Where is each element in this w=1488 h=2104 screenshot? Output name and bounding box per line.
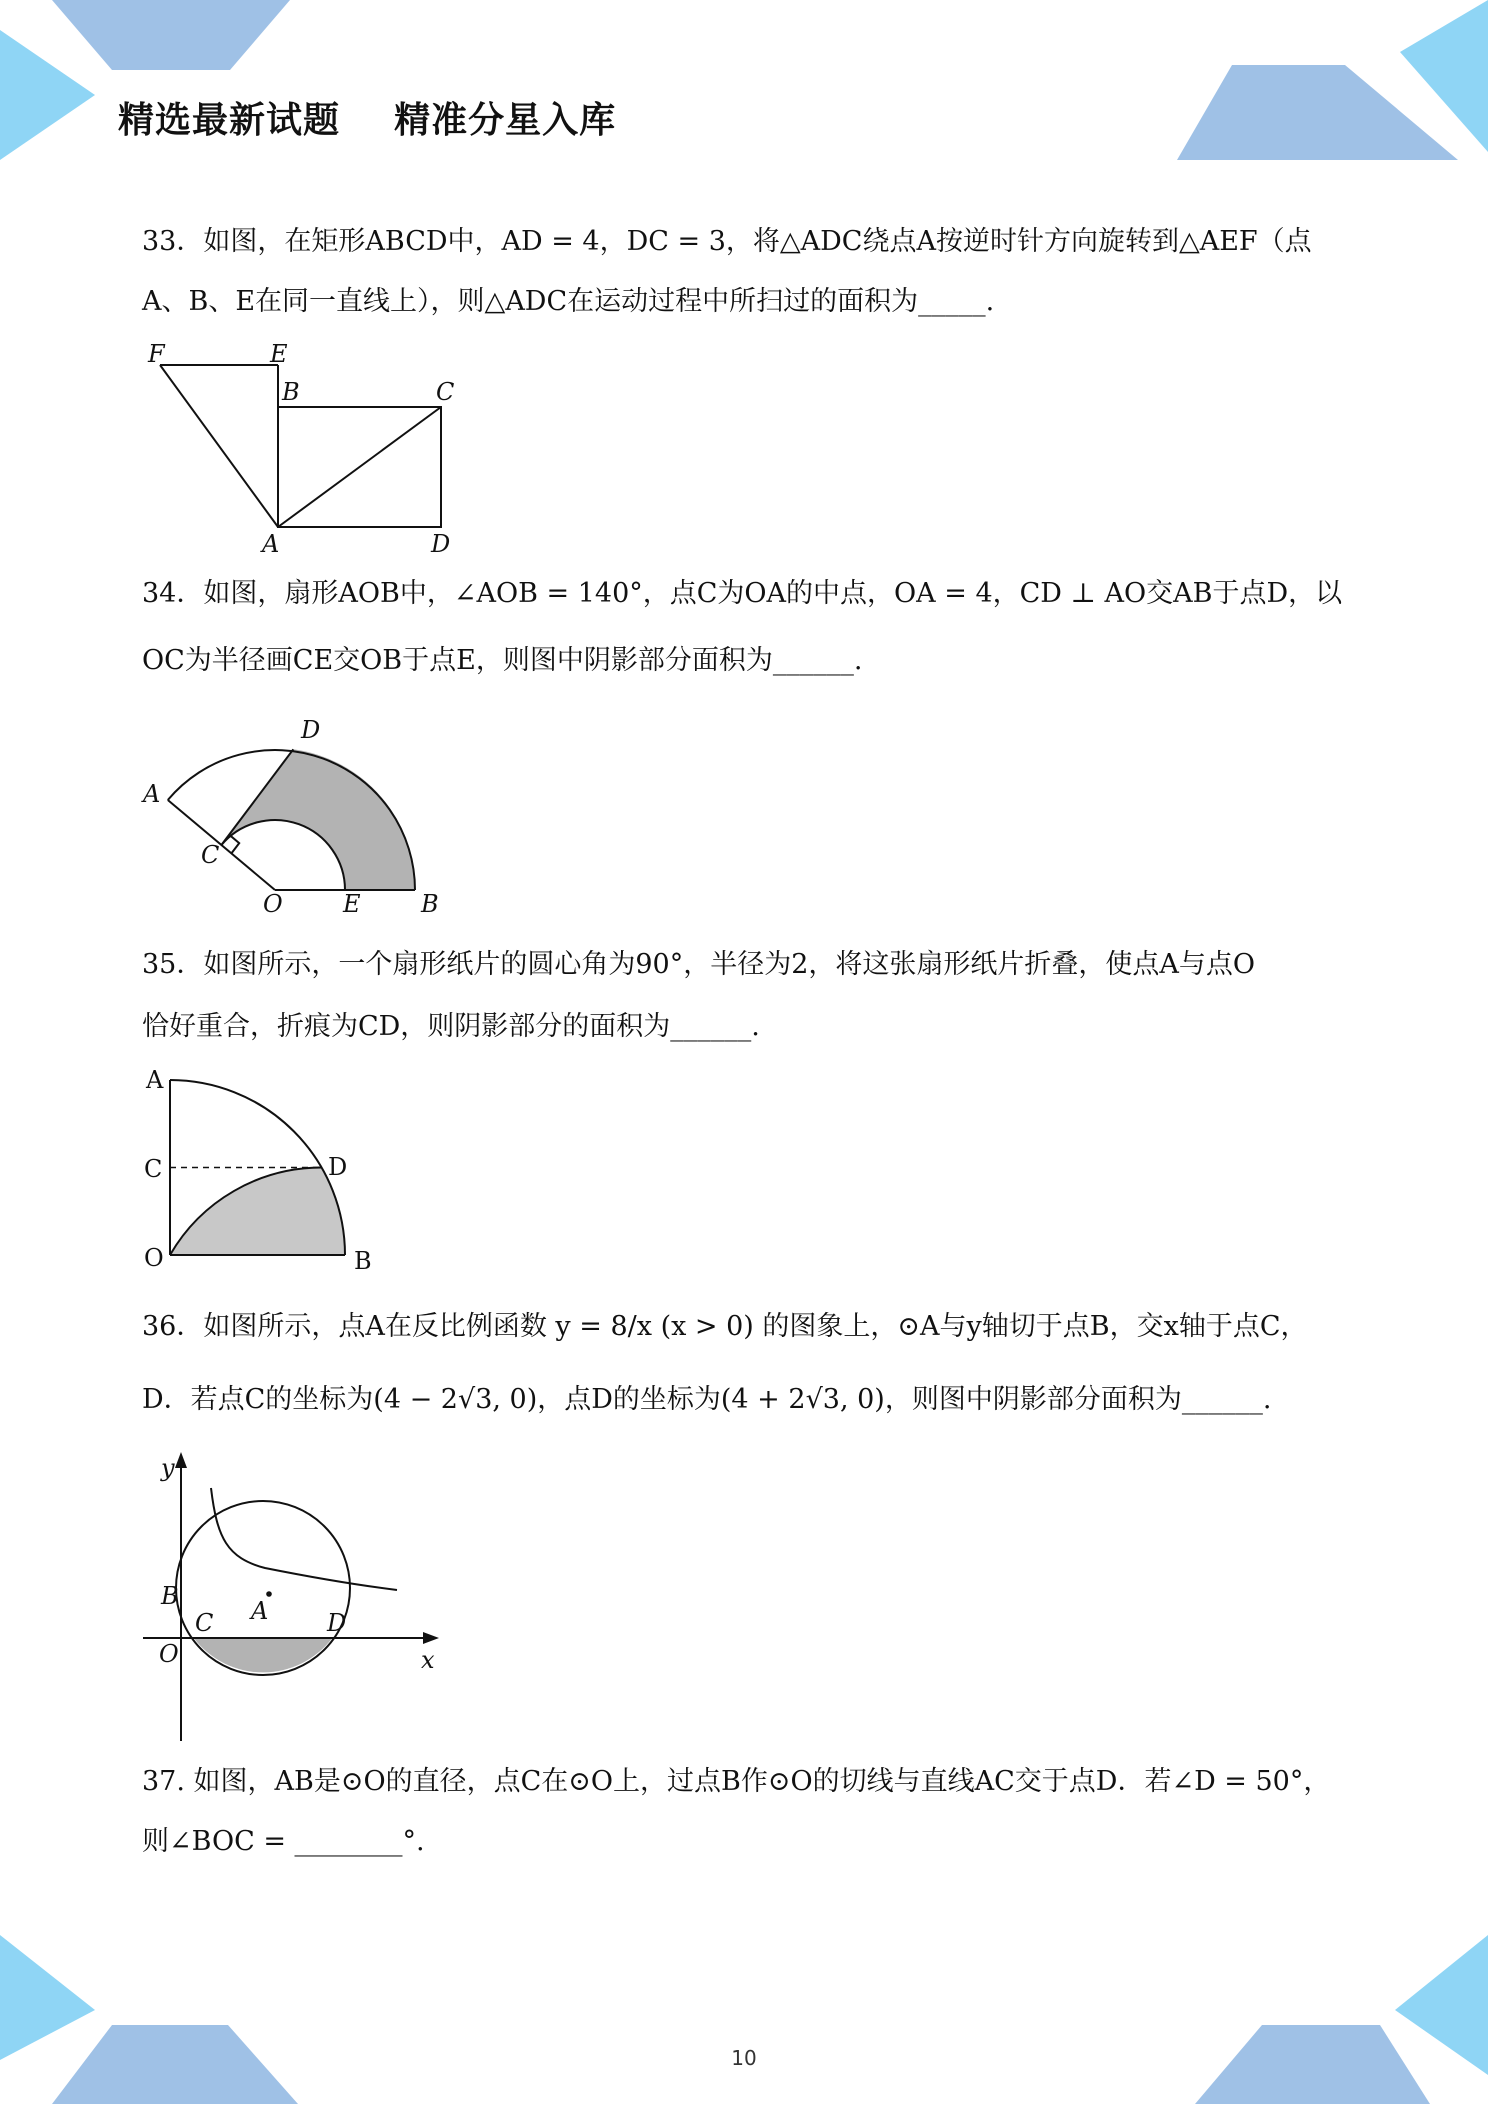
y-axis-arrow-icon: [175, 1452, 187, 1468]
label-A: A: [262, 530, 280, 558]
label-D: D: [301, 716, 321, 744]
question-37-line-1: 37. 如图，AB是⊙O的直径，点C在⊙O上，过点B作⊙O的切线与直线AC交于点D．若∠D = 50°，: [142, 1766, 1331, 1797]
figure-36-shaded-region: [194, 1638, 333, 1672]
question-34-line-1: 34．如图，扇形AOB中，∠AOB = 140°，点C为OA的中点，OA = 4，CD ⊥ AO交AB于点D，以: [142, 578, 1343, 609]
label-B: B: [354, 1247, 372, 1275]
deco-top-left-trapezoid: [52, 0, 290, 70]
label-C: C: [201, 841, 220, 869]
question-33: [142, 212, 1352, 332]
question-34: [142, 563, 1352, 697]
label-C: C: [195, 1609, 214, 1637]
question-35: [142, 934, 1352, 1058]
figure-34-sector: [135, 715, 455, 915]
question-37: [142, 1752, 1352, 1872]
label-O: O: [159, 1640, 179, 1668]
label-A: A: [146, 1066, 164, 1094]
label-O: O: [144, 1244, 164, 1272]
x-axis-arrow-icon: [423, 1632, 439, 1644]
label-x: x: [421, 1646, 435, 1674]
label-O: O: [263, 890, 283, 915]
deco-bottom-left-triangle: [0, 1935, 95, 2060]
label-C: C: [436, 378, 455, 406]
deco-top-left-triangle: [0, 30, 95, 160]
label-D: D: [328, 1153, 348, 1181]
label-F: F: [148, 340, 165, 368]
label-E: E: [270, 340, 288, 368]
label-y: y: [161, 1454, 175, 1482]
question-35-line-1: 35．如图所示，一个扇形纸片的圆心角为90°，半径为2，将这张扇形纸片折叠，使点A与点O: [142, 949, 1256, 980]
question-35-line-2: 恰好重合，折痕为CD，则阴影部分的面积为______.: [142, 1011, 760, 1042]
question-37-line-2: 则∠BOC = ________°.: [142, 1826, 425, 1857]
figure-36-circle-hyperbola: [135, 1448, 445, 1748]
header-title: 精选最新试题 精准分星入库: [118, 100, 617, 141]
label-E: E: [343, 890, 361, 915]
figure-33-rectangle-rotation: [140, 335, 470, 560]
question-33-line-2: A、B、E在同一直线上），则△ADC在运动过程中所扫过的面积为_____.: [142, 286, 995, 317]
question-33-line-1: 33．如图，在矩形ABCD中，AD = 4，DC = 3，将△ADC绕点A按逆时针方向旋转到△AEF（点: [142, 226, 1312, 257]
label-B: B: [421, 890, 439, 915]
deco-top-right-triangle: [1400, 0, 1488, 152]
label-A: A: [251, 1597, 269, 1625]
label-B: B: [161, 1582, 179, 1610]
figure-35-folded-sector: [140, 1063, 380, 1278]
question-36-line-1: 36．如图所示，点A在反比例函数 y = 8/x (x > 0) 的图象上，⊙A与y轴切于点B，交x轴于点C，: [142, 1311, 1308, 1342]
deco-top-right-trapezoid: [1177, 65, 1458, 160]
point-A-dot: [266, 1591, 272, 1597]
page-number: 10: [731, 2046, 757, 2070]
label-D: D: [327, 1609, 347, 1637]
label-D: D: [431, 530, 451, 558]
label-C: C: [144, 1155, 163, 1183]
question-34-line-2: OC为半径画CE交OB于点E，则图中阴影部分面积为______.: [142, 645, 863, 676]
question-36: [142, 1296, 1352, 1442]
question-36-line-2: D．若点C的坐标为(4 − 2√3, 0)，点D的坐标为(4 + 2√3, 0)，则图中阴影部分面积为______.: [142, 1384, 1272, 1415]
label-A: A: [143, 780, 161, 808]
label-B: B: [282, 378, 300, 406]
